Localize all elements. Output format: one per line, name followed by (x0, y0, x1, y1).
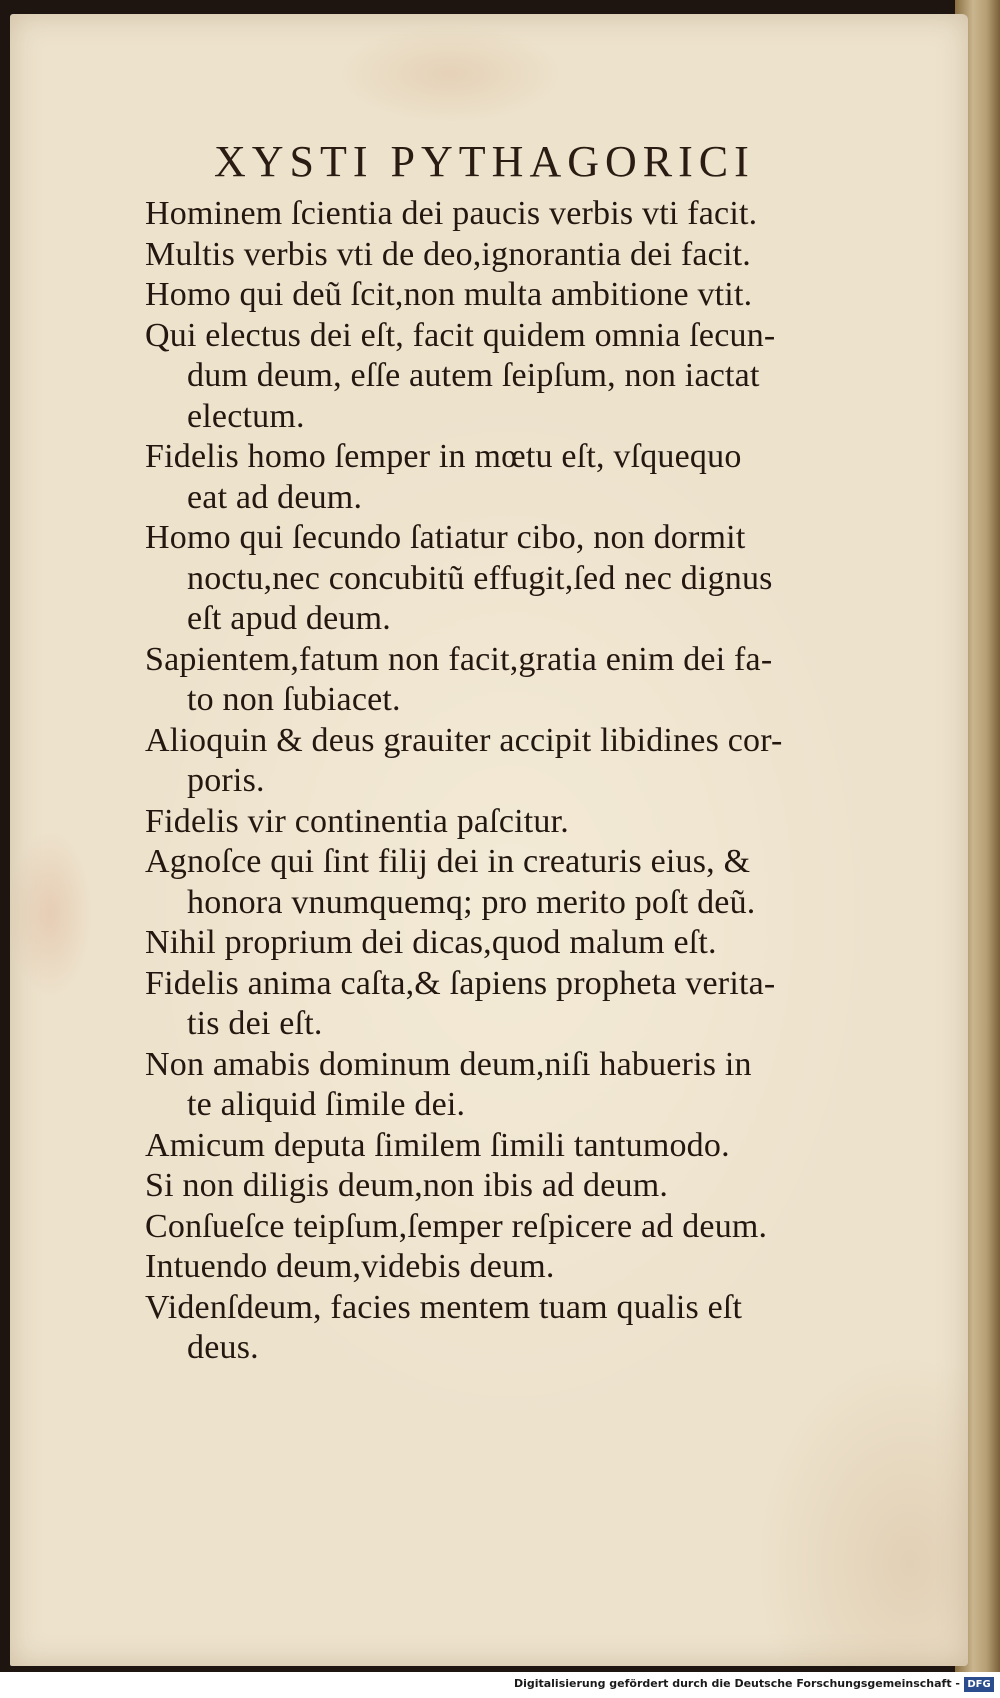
verse-line: Intuendo deum,videbis deum. (145, 1248, 555, 1285)
verse-block (145, 194, 925, 1369)
verse-line: Multis verbis vti de deo,ignorantia dei facit. (145, 235, 751, 273)
verse (145, 275, 925, 316)
verse-continuation-line: noctu,nec concubitũ effugit,ſed nec dignus (187, 559, 773, 597)
verse (145, 1247, 925, 1288)
footer-bar (0, 1672, 1000, 1698)
verse (145, 923, 925, 964)
verse-continuation-line: poris. (187, 762, 265, 799)
verse-line: Fidelis vir continentia paſcitur. (145, 802, 569, 840)
verse (145, 1126, 925, 1167)
dfg-logo: DFG (964, 1677, 994, 1692)
verse-continuation-line: deus. (187, 1329, 259, 1366)
verse (145, 316, 925, 438)
verse-line: Amicum deputa ſimilem ſimili tantumodo. (145, 1126, 730, 1164)
verse (145, 1166, 925, 1207)
verse (145, 1288, 925, 1369)
verse-line: Si non diligis deum,non ibis ad deum. (145, 1167, 669, 1204)
verse-continuation-line: eſt apud deum. (187, 600, 391, 637)
verse (145, 721, 925, 802)
verse (145, 518, 925, 640)
verse (145, 235, 925, 276)
verse-line: Homo qui ſecundo ſatiatur cibo, non dormit (145, 519, 746, 556)
verse-line: Fidelis anima caſta,& ſapiens propheta verita- (145, 964, 776, 1002)
verse-line: Homo qui deũ ſcit,non multa ambitione vtit. (145, 276, 753, 313)
verse-continuation-line: tis dei eſt. (187, 1005, 323, 1042)
running-header: XYSTI PYTHAGORICI (214, 137, 755, 186)
verse (145, 842, 925, 923)
verse-line: Fidelis homo ſemper in mœtu eſt, vſquequo (145, 438, 742, 475)
verse (145, 437, 925, 518)
verse (145, 802, 925, 843)
verse-continuation-line: electum. (187, 397, 305, 435)
verse-continuation-line: dum deum, eſſe autem ſeipſum, non iactat (187, 357, 760, 394)
verse-line: Agnoſce qui ſint filij dei in creaturis eius, & (145, 843, 751, 880)
digitization-credit: Digitalisierung gefördert durch die Deutsche Forschungsgemeinschaft - (513, 1677, 960, 1690)
verse (145, 194, 925, 235)
verse (145, 964, 925, 1045)
verse-line: Hominem ſcientia dei paucis verbis vti facit. (145, 195, 758, 232)
verse (145, 1045, 925, 1126)
verse-line: Qui electus dei eſt, facit quidem omnia ſecun- (145, 316, 776, 354)
verse-continuation-line: te aliquid ſimile dei. (187, 1086, 466, 1123)
verse-line: Sapientem,fatum non facit,gratia enim dei fa- (145, 640, 773, 678)
verse-line: Videnſdeum, facies mentem tuam qualis eſt (145, 1288, 743, 1326)
verse-continuation-line: honora vnumquemq; pro merito poſt deũ. (187, 883, 756, 921)
verse-line: Alioquin & deus grauiter accipit libidines cor- (145, 721, 783, 759)
verse (145, 640, 925, 721)
verse-line: Non amabis dominum deum,niſi habueris in (145, 1045, 752, 1083)
verse-continuation-line: eat ad deum. (187, 478, 363, 516)
verse-line: Conſueſce teipſum,ſemper reſpicere ad deum. (145, 1207, 768, 1245)
verse (145, 1207, 925, 1248)
verse-line: Nihil proprium dei dicas,quod malum eſt. (145, 924, 717, 961)
verse-continuation-line: to non ſubiacet. (187, 681, 401, 718)
